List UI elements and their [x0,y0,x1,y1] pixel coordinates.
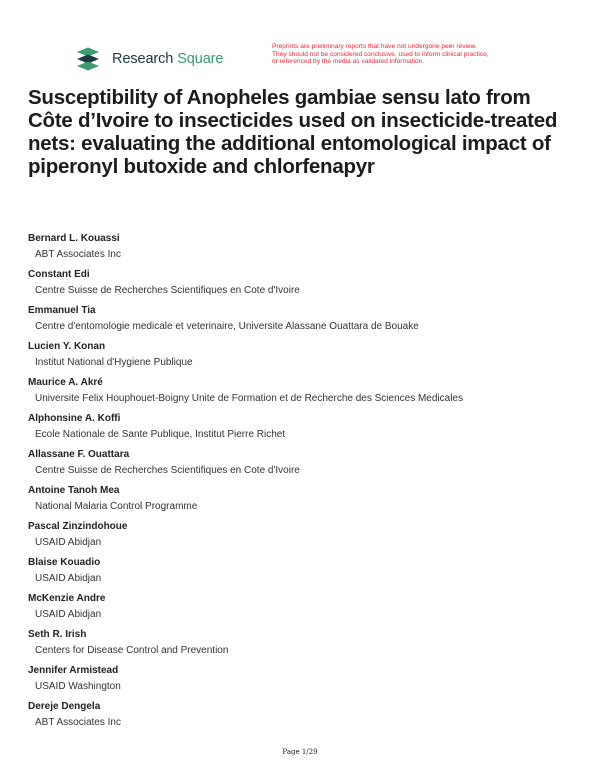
author-name[interactable]: Antoine Tanoh Mea [28,485,120,496]
author-entry [28,340,588,376]
author-name[interactable]: Seth R. Irish [28,629,87,640]
author-entry [28,376,588,412]
author-entry [28,520,588,556]
research-square-logo-icon [74,47,104,71]
author-affiliation: Institut National d'Hygiene Publique [35,357,193,368]
author-affiliation: USAID Abidjan [35,537,102,548]
author-name[interactable]: Pascal Zinzindohoue [28,521,128,532]
author-name[interactable]: Emmanuel Tia [28,305,96,316]
author-entry [28,664,588,700]
author-entry [28,232,588,268]
author-entry [28,628,588,664]
author-entry [28,592,588,628]
author-name[interactable]: Dereje Dengela [28,701,101,712]
author-entry [28,268,588,304]
author-affiliation: Universite Felix Houphouet-Boigny Unite de Formation et de Recherche des Sciences Medicales [35,393,463,404]
author-name[interactable]: Jennifer Armistead [28,665,119,676]
author-affiliation: National Malaria Control Programme [35,501,198,512]
author-entry [28,412,588,448]
page-number: Page 1/29 [282,748,318,756]
author-affiliation: Centre Suisse de Recherches Scientifiques en Cote d'Ivoire [35,285,300,296]
author-entry [28,700,588,736]
logo-word-square: Square [177,51,224,67]
author-affiliation: USAID Washington [35,681,121,692]
author-affiliation: Ecole Nationale de Sante Publique, Institut Pierre Richet [35,429,286,440]
author-name[interactable]: McKenzie Andre [28,593,106,604]
notice-line: or referenced by the media as validated information. [272,58,425,66]
author-entry [28,484,588,520]
author-name[interactable]: Bernard L. Kouassi [28,233,120,244]
author-name[interactable]: Blaise Kouadio [28,557,101,568]
author-affiliation: ABT Associates Inc [35,717,121,728]
preprint-notice [272,43,540,66]
author-name[interactable]: Allassane F. Ouattara [28,449,130,460]
author-affiliation: USAID Abidjan [35,573,102,584]
author-name[interactable]: Maurice A. Akré [28,377,103,388]
logo-word-research: Research [112,51,174,67]
author-affiliation: ABT Associates Inc [35,249,121,260]
author-list [28,232,588,736]
author-entry [28,556,588,592]
logo-wordmark [112,51,223,67]
author-name[interactable]: Constant Edi [28,269,90,280]
author-affiliation: USAID Abidjan [35,609,102,620]
author-affiliation: Centers for Disease Control and Prevention [35,645,229,656]
author-affiliation: Centre d'entomologie medicale et veterinaire, Universite Alassane Ouattara de Bouake [35,321,419,332]
research-square-logo[interactable] [74,47,223,71]
author-entry [28,448,588,484]
author-name[interactable]: Lucien Y. Konan [28,341,106,352]
notice-line: Preprints are preliminary reports that have not undergone peer review. [272,43,477,50]
author-affiliation: Centre Suisse de Recherches Scientifiques en Cote d'Ivoire [35,465,300,476]
paper-title: Susceptibility of Anopheles gambiae sensu lato from Côte d’Ivoire to insecticides used on insecticide-treated nets: evaluating the additional entomological impact of piperonyl butoxide and chlorfenapyr [28,86,558,178]
author-entry [28,304,588,340]
author-name[interactable]: Alphonsine A. Koffi [28,413,121,424]
notice-line: They should not be considered conclusive, used to inform clinical practice, [272,50,489,58]
